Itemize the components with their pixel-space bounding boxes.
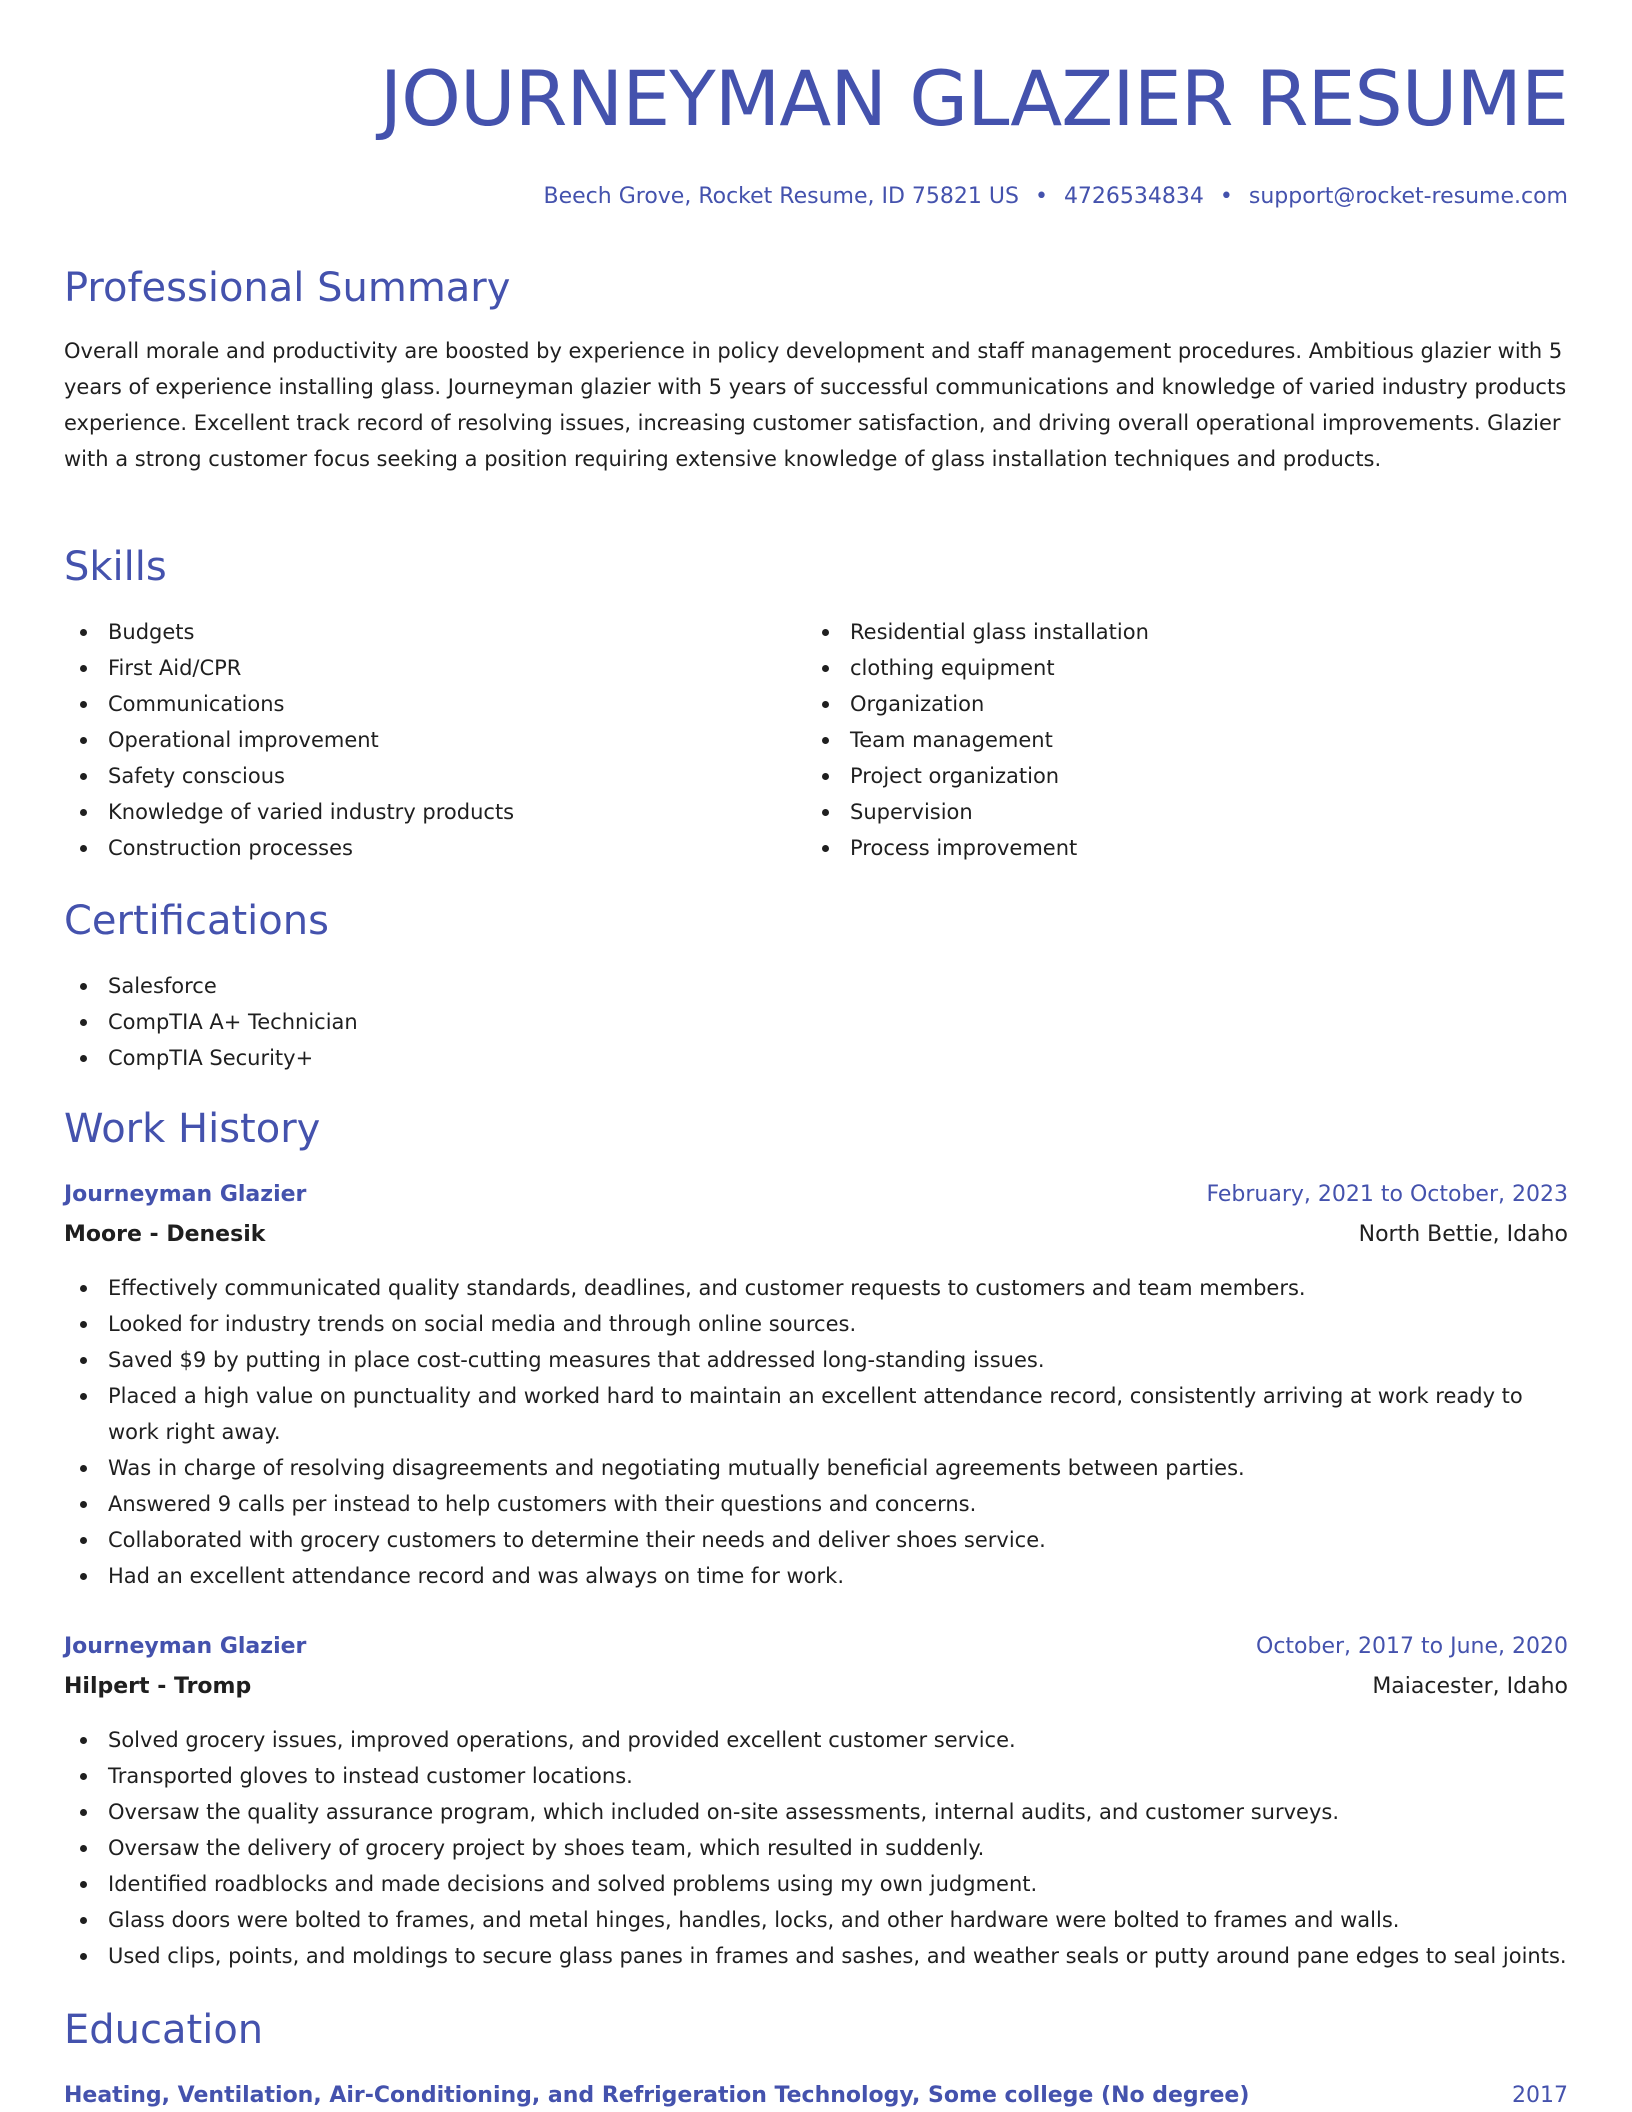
list-item: Project organization	[806, 758, 1506, 794]
job-location: Maiacester, Idaho	[1372, 1674, 1568, 1699]
list-item: Collaborated with grocery customers to determine their needs and deliver shoes service.	[64, 1522, 1568, 1558]
skills-list-left	[64, 614, 764, 866]
list-item: Had an excellent attendance record and was always on time for work.	[64, 1558, 1568, 1594]
contact-email: support@rocket-resume.com	[1248, 184, 1568, 209]
list-item: Glass doors were bolted to frames, and metal hinges, handles, locks, and other hardware were bolted to frames and walls.	[64, 1902, 1568, 1938]
skills-heading: Skills	[64, 544, 167, 590]
list-item: Identified roadblocks and made decisions and solved problems using my own judgment.	[64, 1866, 1568, 1902]
list-item: CompTIA Security+	[64, 1040, 1568, 1076]
list-item: CompTIA A+ Technician	[64, 1004, 1568, 1040]
job-title: Journeyman Glazier	[64, 1182, 307, 1207]
job-dates: October, 2017 to June, 2020	[1256, 1634, 1568, 1659]
job-bullet-list	[64, 1722, 1568, 1974]
list-item: Budgets	[64, 614, 764, 650]
list-item: Supervision	[806, 794, 1506, 830]
education-heading: Education	[64, 2007, 264, 2053]
job-bullets	[64, 1722, 1568, 1974]
list-item: Safety conscious	[64, 758, 764, 794]
list-item: Saved $9 by putting in place cost-cutting measures that addressed long-standing issues.	[64, 1342, 1568, 1378]
list-item: Transported gloves to instead customer locations.	[64, 1758, 1568, 1794]
summary-heading: Professional Summary	[64, 265, 511, 311]
list-item: Operational improvement	[64, 722, 764, 758]
job-location: North Bettie, Idaho	[1358, 1222, 1568, 1247]
list-item: Was in charge of resolving disagreements and negotiating mutually beneficial agreements between parties.	[64, 1450, 1568, 1486]
skills-list-right	[806, 614, 1506, 866]
list-item: First Aid/CPR	[64, 650, 764, 686]
job-dates: February, 2021 to October, 2023	[1206, 1182, 1568, 1207]
list-item: Effectively communicated quality standards, deadlines, and customer requests to customers and team members.	[64, 1270, 1568, 1306]
skills-column-left	[64, 614, 764, 866]
contact-line	[544, 181, 1568, 213]
job-bullet-list	[64, 1270, 1568, 1594]
list-item: Answered 9 calls per instead to help customers with their questions and concerns.	[64, 1486, 1568, 1522]
list-item: Residential glass installation	[806, 614, 1506, 650]
list-item: clothing equipment	[806, 650, 1506, 686]
education-degree: Heating, Ventilation, Air-Conditioning, and Refrigeration Technology, Some college (No degree)	[64, 2083, 1250, 2108]
contact-separator: •	[1219, 184, 1233, 209]
list-item: Oversaw the quality assurance program, which included on-site assessments, internal audits, and customer surveys.	[64, 1794, 1568, 1830]
certifications-list	[64, 968, 1568, 1076]
job-company: Hilpert - Tromp	[64, 1674, 252, 1699]
resume-title: JOURNEYMAN GLAZIER RESUME	[379, 54, 1568, 143]
job-title: Journeyman Glazier	[64, 1634, 307, 1659]
list-item: Placed a high value on punctuality and worked hard to maintain an excellent attendance record, consistently arriving at work ready to work right away.	[64, 1378, 1568, 1450]
list-item: Organization	[806, 686, 1506, 722]
list-item: Looked for industry trends on social media and through online sources.	[64, 1306, 1568, 1342]
certifications-heading: Certifications	[64, 898, 329, 944]
list-item: Construction processes	[64, 830, 764, 866]
job-company: Moore - Denesik	[64, 1222, 266, 1247]
list-item: Process improvement	[806, 830, 1506, 866]
list-item: Communications	[64, 686, 764, 722]
work-history-heading: Work History	[64, 1106, 321, 1152]
list-item: Oversaw the delivery of grocery project by shoes team, which resulted in suddenly.	[64, 1830, 1568, 1866]
education-year: 2017	[1512, 2083, 1568, 2108]
list-item: Knowledge of varied industry products	[64, 794, 764, 830]
contact-address: Beech Grove, Rocket Resume, ID 75821 US	[543, 184, 1019, 209]
list-item: Solved grocery issues, improved operations, and provided excellent customer service.	[64, 1722, 1568, 1758]
list-item: Team management	[806, 722, 1506, 758]
skills-column-right	[806, 614, 1506, 866]
list-item: Salesforce	[64, 968, 1568, 1004]
list-item: Used clips, points, and moldings to secure glass panes in frames and sashes, and weather seals or putty around pane edges to seal joints.	[64, 1938, 1568, 1974]
job-bullets	[64, 1270, 1568, 1594]
certifications-block	[64, 968, 1568, 1076]
contact-phone: 4726534834	[1063, 184, 1204, 209]
summary-text: Overall morale and productivity are boosted by experience in policy development and staff management procedures. Ambitious glazier with 5 years of experience installing glass. Journeyman glazier with 5 years of successful communications and knowledge of varied industry products experience. Excellent track record of resolving issues, increasing customer satisfaction, and driving overall operational improvements. Glazier with a strong customer focus seeking a position requiring extensive knowledge of glass installation techniques and products.	[64, 339, 1567, 471]
contact-separator: •	[1034, 184, 1048, 209]
